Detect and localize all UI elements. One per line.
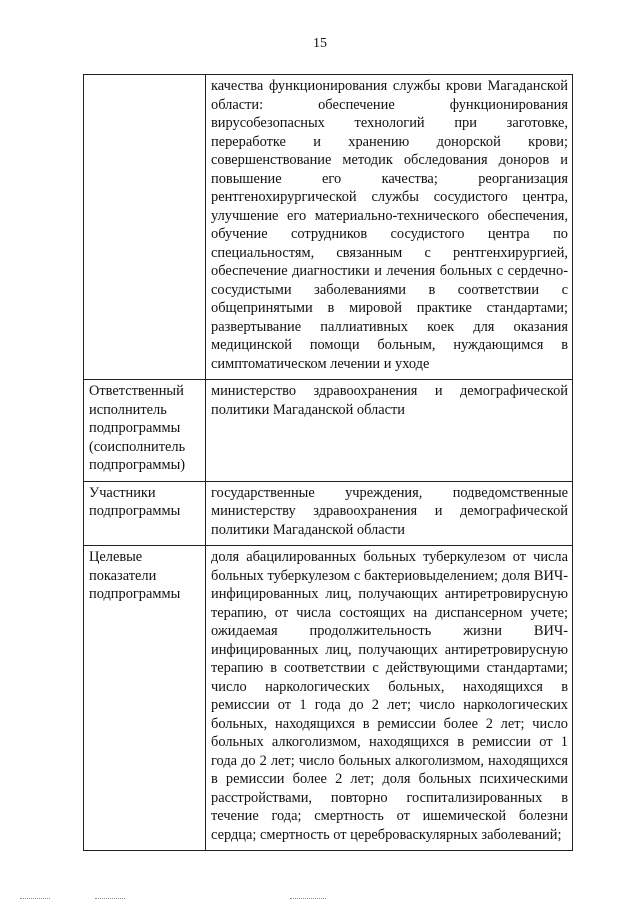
- row-label: Ответственный исполнитель подпрограммы (соисполнитель подпрограммы): [84, 380, 206, 482]
- table-row: [84, 481, 573, 546]
- page-number: 15: [313, 36, 327, 51]
- row-label: Участники подпрограммы: [84, 481, 206, 546]
- row-label: Целевые показатели подпрограммы: [84, 546, 206, 851]
- subprogram-passport-table: [83, 74, 573, 851]
- row-content: министерство здравоохранения и демографической политики Магаданской области: [206, 380, 573, 482]
- table-row: [84, 75, 573, 380]
- table-row: [84, 380, 573, 482]
- row-content: государственные учреждения, подведомственные министерству здравоохранения и демографической политики Магаданской области: [206, 481, 573, 546]
- footer-mark: [95, 898, 125, 899]
- row-label: [84, 75, 206, 380]
- footer-mark: [290, 898, 326, 899]
- row-content: качества функционирования службы крови Магаданской области: обеспечение функционирования вирусобезопасных технологий при заготовке, переработке и хранению донорской крови; совершенствование методик обследования доноров и повышение его качества; реорганизация рентгенохирургической службы сосудистого центра, улучшение его материально-технического обеспечения, обучение сотрудников сосудистого центра по специальностям, связанным с рентгенхирургией, обеспечение диагностики и лечения больных с сердечно-сосудистыми заболеваниями в соответствии с общепринятыми в мировой практике стандартами; развертывание паллиативных коек для оказания медицинской помощи больным, нуждающимся в симптоматическом лечении и уходе: [206, 75, 573, 380]
- footer-mark: [20, 898, 50, 899]
- row-content: доля абацилированных больных туберкулезом от числа больных туберкулезом с бактериовыделением; доля ВИЧ-инфицированных лиц, получающих антиретровирусную терапию, от числа состоящих на диспансерном учете; ожидаемая продолжительность жизни ВИЧ-инфицированных лиц, получающих антиретровирусную терапию в соответствии с действующими стандартами; число наркологических больных, находящихся в ремиссии от 1 года до 2 лет; число наркологических больных, находящихся в ремиссии более 2 лет; число больных алкоголизмом, находящихся в ремиссии от 1 года до 2 лет; число больных алкоголизмом, находящихся в ремиссии более 2 лет; доля больных психическими расстройствами, повторно госпитализированных в течение года; смертность от ишемической болезни сердца; смертность от цереброваскулярных заболеваний;: [206, 546, 573, 851]
- table-row: [84, 546, 573, 851]
